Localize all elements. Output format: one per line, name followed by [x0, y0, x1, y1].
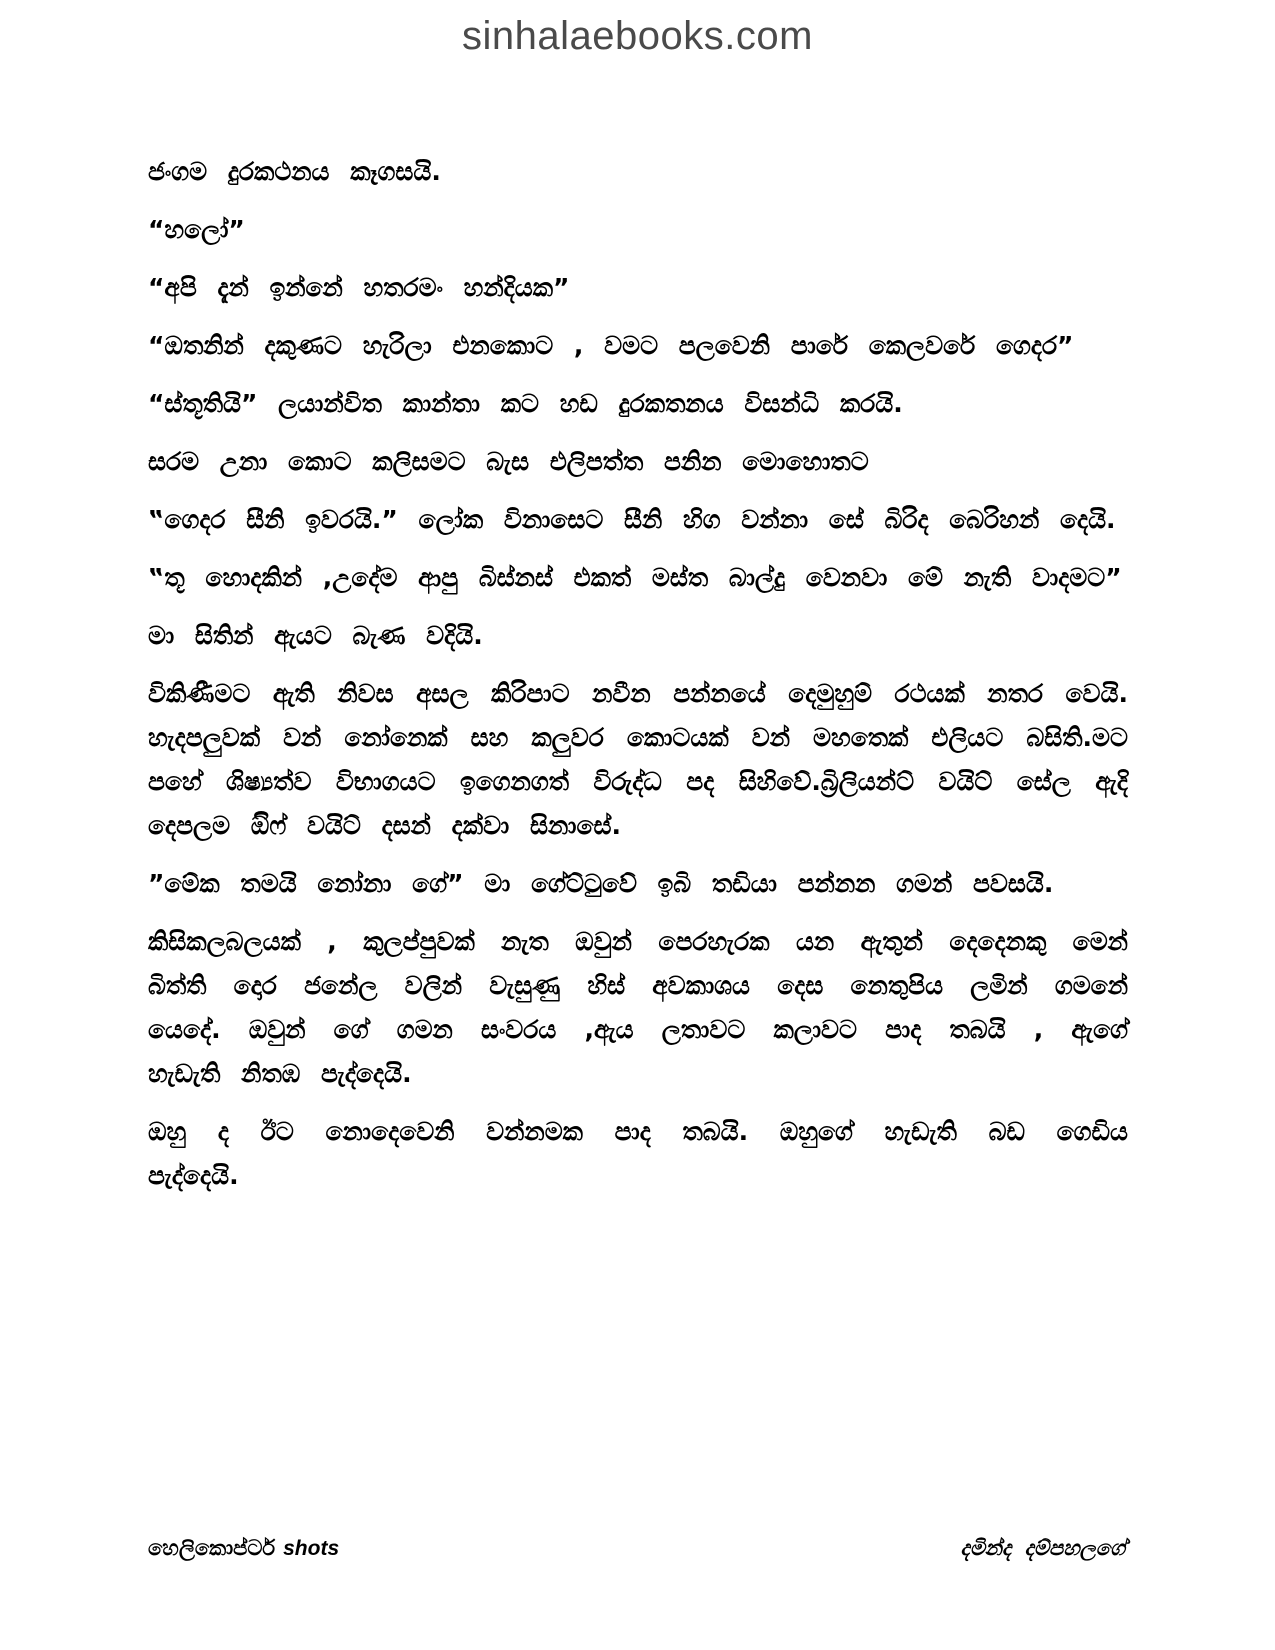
story-body: [148, 150, 1128, 1212]
paragraph-phone-rings: ජංගම දුරකථනය කෑගසයි.: [148, 157, 441, 186]
footer-book-title: [148, 1536, 339, 1561]
paragraph-car-arrives: විකිණීමට ඇති නිවස අසල කිරිපාට නවීන පන්නයේ දෙමුහුම් රථයක් නතර වෙයි. හැදපලුවක් වන් නෝනෙක් සහ කලුවර කොටයක් වන් මහතෙක් එලියට බසිති.මට පහේ ශිෂ්‍යත්ව විභාගයට ඉගෙනගත් විරුද්ධ පද සිහිවේ.බ්‍රිලියන්ට් වයිට් සේල ඇදි දෙපලම ඔිෆ් වයිට් දසන් දක්වා සිනාසේ.: [148, 679, 1128, 840]
paragraph-sugar-finished: ‟ගෙදර සීනි ඉවරයි.” ලෝක විනාසෙට සීනි හිග වන්නා සේ බිරිද බෙරිහන් දෙයි.: [148, 505, 1116, 534]
footer-title-latin: shots: [283, 1537, 340, 1560]
paragraph-he-follows: ඔහු ද ඊට නොදෙවෙනි වන්නමක පාද තබයි. ඔහුගේ හැඩැති බඩ ගෙඩිය පැද්දෙයි.: [148, 1117, 1128, 1190]
paragraph-walking-procession: කිසිකලබලයක් , කුලප්පුවක් නැත ඔවුන් පෙරහැරක යන ඇතුන් දෙදෙනකු මෙන් බිත්ති දොර ජනේල වලින් වැසුණු හිස් අවකාශය දෙස නෙතුපිය ලමින් ගමනේ යෙදේ. ඔවුන් ගේ ගමන සංවරය ,ඇය ලතාවට කලාවට පාද තබයි , ඇගේ හැඩැති නිතඹ පැද්දෙයි.: [148, 927, 1128, 1088]
footer-author-name: දමින්ද දම්පහලගේ: [960, 1536, 1125, 1560]
paragraph-at-junction: “අපි දැන් ඉන්නේ හතරමං හන්දියක”: [148, 273, 570, 302]
paragraph-hello: “හලෝ”: [148, 215, 245, 244]
paragraph-changing-clothes: සරම උනා කොට කලිසමට බැස එලිපත්ත පනින මොහොතට: [148, 447, 869, 476]
footer-title-sinhala: හෙලිකොප්ටර්: [148, 1536, 276, 1560]
paragraph-scolds-in-mind: මා සිතින් ඇයට බැණ වදියි.: [148, 621, 483, 650]
paragraph-this-is-the-house: ”මේක තමයි නෝනා ගේ” මා ගේට්ටුවේ ඉබි තඩියා පන්නන ගමන් පවසයි.: [148, 869, 1054, 898]
paragraph-thanks: “ස්තූතියි” ලයාන්විත කාන්තා කට හඩ දුරකතනය විසන්ධි කරයි.: [148, 389, 903, 418]
paragraph-business-ruined: ‟තූ හොදකින් ,උදේම ආපු බිස්නස් එකත් මස්ත බාල්දු වෙනවා මේ නැති වාදමට”: [148, 563, 1122, 592]
watermark-site-name: sinhalaebooks.com: [462, 14, 813, 58]
paragraph-directions: “ඔතනින් දකුණට හැරිලා එනකොට , වමට පලවෙනි පාරේ කෙලවරේ ගෙදර”: [148, 331, 1074, 360]
